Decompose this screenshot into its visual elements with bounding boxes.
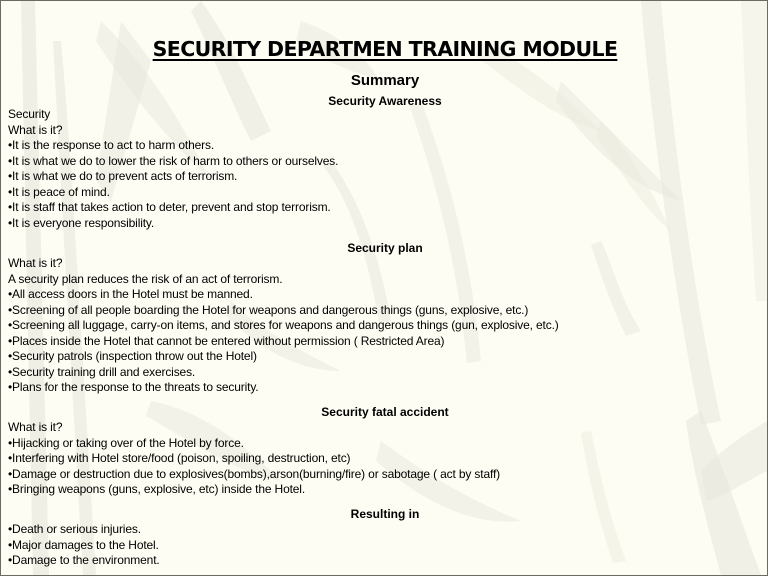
- text-line: Security: [8, 107, 51, 121]
- text-line: What is it?: [8, 256, 63, 270]
- bullet-item: •It is what we do to prevent acts of terrorism.: [8, 169, 238, 183]
- slide-title: SECURITY DEPARTMEN TRAINING MODULE: [152, 37, 618, 61]
- slide: [1, 1, 767, 575]
- bullet-item: •Screening all luggage, carry-on items, and stores for weapons and dangerous things (gun, explosive, etc.): [8, 318, 559, 332]
- bullet-item: •Bringing weapons (guns, explosive, etc) inside the Hotel.: [8, 482, 306, 496]
- bullet-item: •Hijacking or taking over of the Hotel by force.: [8, 435, 244, 450]
- slide-content: [1, 1, 767, 575]
- section-heading-security-fatal-accident: Security fatal accident: [321, 405, 449, 419]
- bullet-item: •It is staff that takes action to deter, prevent and stop terrorism.: [8, 200, 331, 214]
- section-security-plan: [8, 256, 559, 396]
- bullet-item: •Major damages to the Hotel.: [8, 537, 159, 552]
- text-line: What is it?: [8, 122, 63, 137]
- bullet-item: •It is the response to act to harm others.: [8, 138, 215, 152]
- bullet-item: •Plans for the response to the threats to security.: [8, 380, 259, 394]
- slide-subtitle: Summary: [350, 72, 420, 89]
- bullet-item: •It is what we do to lower the risk of harm to others or ourselves.: [8, 153, 339, 168]
- bullet-item: •Damage to the environment.: [8, 553, 160, 567]
- section-heading-security-awareness: Security Awareness: [328, 94, 442, 108]
- bullet-item: •Security training drill and exercises.: [8, 364, 196, 379]
- section-heading-resulting-in: Resulting in: [350, 507, 420, 521]
- bullet-item: •All access doors in the Hotel must be manned.: [8, 287, 253, 301]
- bullet-item: •Screening of all people boarding the Hotel for weapons and dangerous things (guns, explosive, etc.): [8, 302, 529, 317]
- bullet-item: •Death or serious injuries.: [8, 522, 141, 536]
- text-line: What is it?: [8, 420, 63, 434]
- text-line: A security plan reduces the risk of an act of terrorism.: [8, 271, 283, 286]
- bullet-item: •Places inside the Hotel that cannot be entered without permission ( Restricted Area): [8, 333, 445, 348]
- section-security-fatal-accident: [8, 420, 500, 498]
- bullet-item: •It is peace of mind.: [8, 184, 110, 199]
- bullet-item: •It is everyone responsibility.: [8, 215, 155, 230]
- section-security-awareness: [8, 107, 338, 231]
- section-heading-security-plan: Security plan: [347, 241, 423, 255]
- bullet-item: •Damage or destruction due to explosives(bombs),arson(burning/fire) or sabotage ( act by staff): [8, 466, 500, 481]
- section-resulting-in: [8, 522, 160, 569]
- bullet-item: •Security patrols (inspection throw out the Hotel): [8, 349, 257, 363]
- bullet-item: •Interfering with Hotel store/food (poison, spoiling, destruction, etc): [8, 451, 351, 465]
